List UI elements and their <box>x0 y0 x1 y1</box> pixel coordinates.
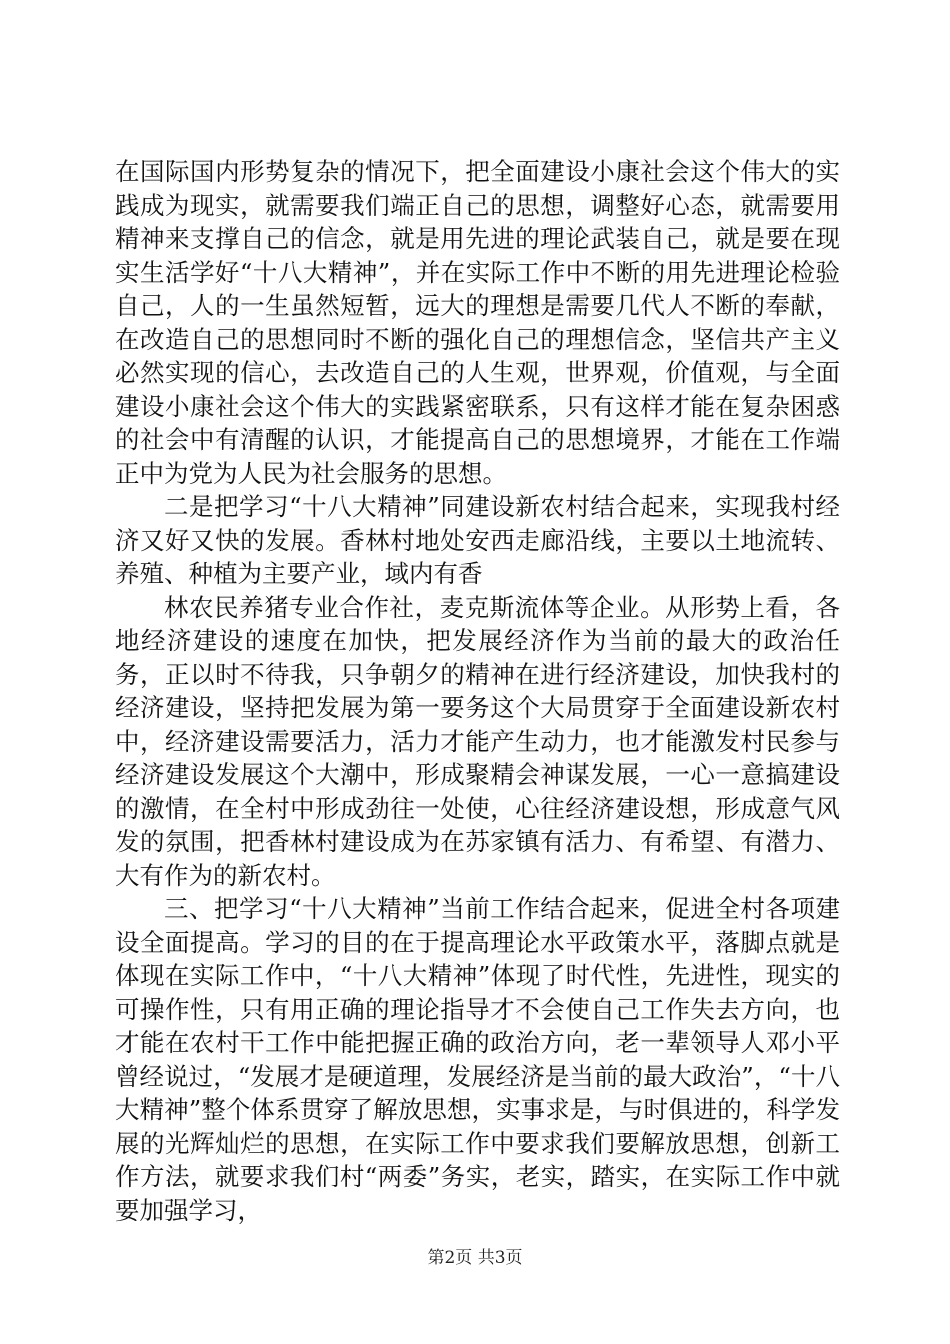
paragraph-4: 三、把学习“十八大精神”当前工作结合起来，促进全村各项建设全面提高。学习的目的在于提高理论水平政策水平，落脚点就是体现在实际工作中，“十八大精神”体现了时代性，先进性，现实的可操作性，只有用正确的理论指导才不会使自己工作失去方向，也才能在农村干工作中能把握正确的政治方向，老一辈领导人邓小平曾经说过，“发展才是硬道理，发展经济是当前的最大政治”，“十八大精神”整个体系贯穿了解放思想，实事求是，与时俱进的，科学发展的光辉灿烂的思想，在实际工作中要求我们要解放思想，创新工作方法，就要求我们村“两委”务实，老实，踏实，在实际工作中就要加强学习， <box>115 894 840 1225</box>
document-body <box>115 155 840 1227</box>
paragraph-1: 在国际国内形势复杂的情况下，把全面建设小康社会这个伟大的实践成为现实，就需要我们端正自己的思想，调整好心态，就需要用精神来支撑自己的信念，就是用先进的理论武装自己，就是要在现实生活学好“十八大精神”，并在实际工作中不断的用先进理论检验自己，人的一生虽然短暂，远大的理想是需要几代人不断的奉献，在改造自己的思想同时不断的强化自己的理想信念，坚信共产主义必然实现的信心，去改造自己的人生观，世界观，价值观，与全面建设小康社会这个伟大的实践紧密联系，只有这样才能在复杂困惑的社会中有清醒的认识，才能提高自己的思想境界，才能在工作端正中为党为人民为社会服务的思想。 <box>115 157 840 488</box>
page-number-footer: 第2页 共3页 <box>427 1248 523 1268</box>
paragraph-2: 二是把学习“十八大精神”同建设新农村结合起来，实现我村经济又好又快的发展。香林村地处安西走廊沿线，主要以土地流转、养殖、种植为主要产业，域内有香 <box>115 492 840 588</box>
paragraph-3: 林农民养猪专业合作社，麦克斯流体等企业。从形势上看，各地经济建设的速度在加快，把发展经济作为当前的最大的政治任务，正以时不待我，只争朝夕的精神在进行经济建设，加快我村的经济建设，坚持把发展为第一要务这个大局贯穿于全面建设新农村中，经济建设需要活力，活力才能产生动力，也才能激发村民参与经济建设发展这个大潮中，形成聚精会神谋发展，一心一意搞建设的激情，在全村中形成劲往一处使，心往经济建设想，形成意气风发的氛围，把香林村建设成为在苏家镇有活力、有希望、有潜力、大有作为的新农村。 <box>115 592 840 890</box>
